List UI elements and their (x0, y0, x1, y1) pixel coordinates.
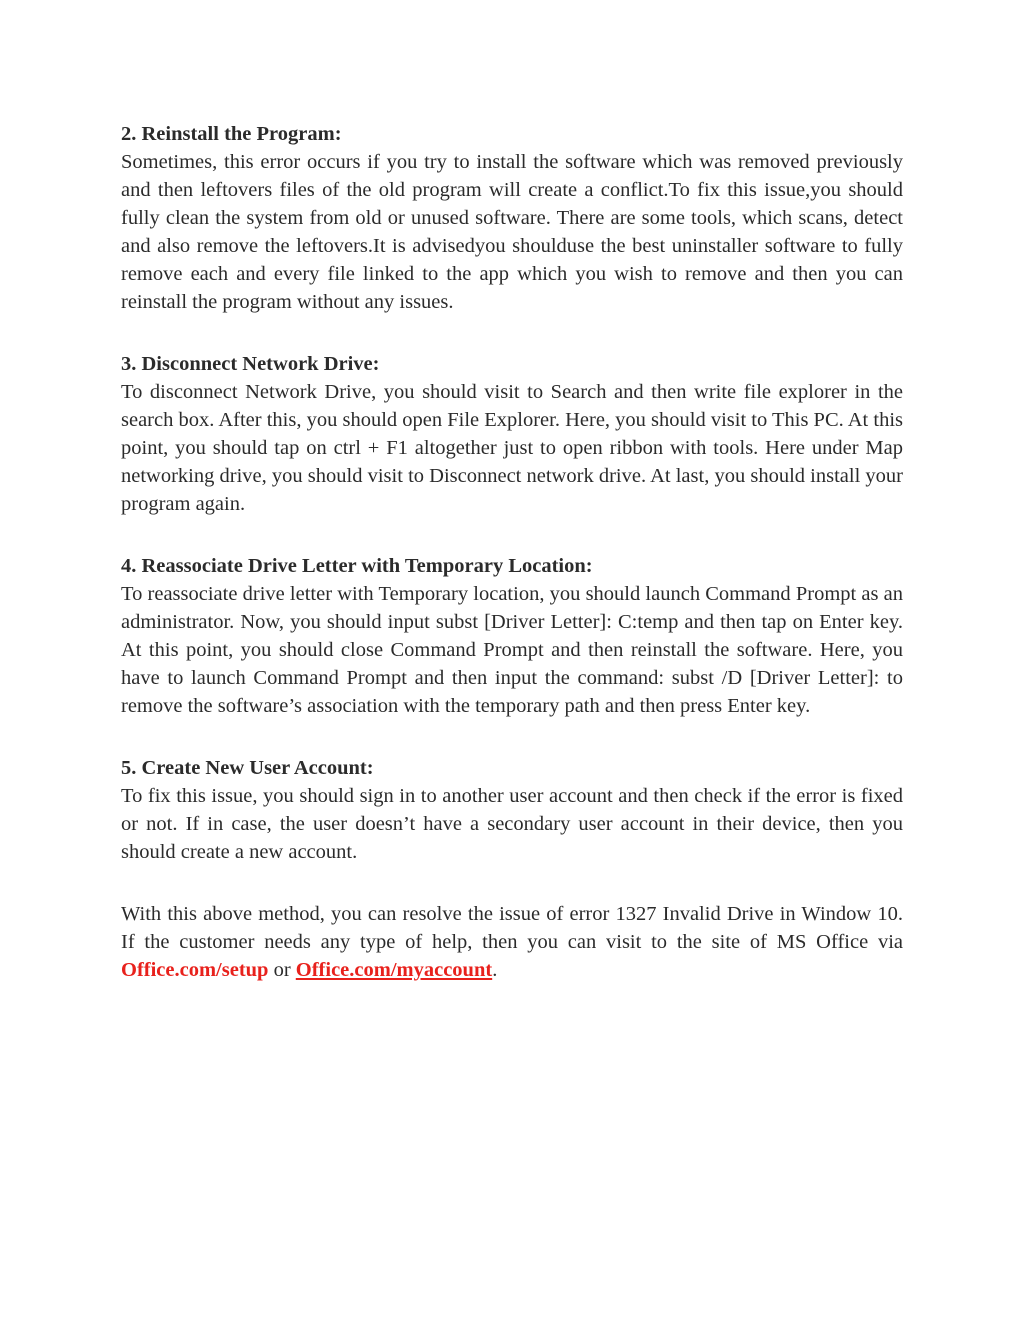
closing-paragraph (121, 900, 903, 984)
section-heading: 2. Reinstall the Program: (121, 123, 342, 145)
section-body: Sometimes, this error occurs if you try to install the software which was removed previously and then leftovers files of the old program will create a conflict.To fix this issue,you should fully clean the system from old or unused software. There are some tools, which scans, detect and also remove the leftovers.It is advisedyou shoulduse the best uninstaller software to fully remove each and every file linked to the app which you wish to remove and then you can reinstall the program without any issues. (121, 151, 903, 313)
section-heading: 5. Create New User Account: (121, 757, 374, 779)
office-setup-link[interactable]: Office.com/setup (121, 959, 269, 981)
section-body: To disconnect Network Drive, you should visit to Search and then write file explorer in the search box. After this, you should open File Explorer. Here, you should visit to This PC. At this point, you should tap on ctrl + F1 altogether just to open ribbon with tools. Here under Map networking drive, you should visit to Disconnect network drive. At last, you should install your program again. (121, 381, 903, 515)
section-reinstall-program (121, 120, 903, 316)
closing-text-after: . (492, 959, 498, 981)
section-create-user-account (121, 754, 903, 866)
closing-text-before: With this above method, you can resolve the issue of error 1327 Invalid Drive in Window 10. If the customer needs any type of help, then you can visit to the site of MS Office via (121, 903, 903, 953)
section-body: To fix this issue, you should sign in to another user account and then check if the error is fixed or not. If in case, the user doesn’t have a secondary user account in their device, then you should create a new account. (121, 785, 903, 863)
document-page (121, 120, 903, 1018)
closing-text-between: or (268, 959, 296, 981)
closing-text (121, 900, 903, 984)
office-myaccount-link[interactable]: Office.com/myaccount (295, 959, 493, 981)
section-heading: 4. Reassociate Drive Letter with Temporary Location: (121, 555, 593, 577)
section-reassociate-drive-letter (121, 552, 903, 720)
section-heading: 3. Disconnect Network Drive: (121, 353, 380, 375)
section-disconnect-network-drive (121, 350, 903, 518)
section-body: To reassociate drive letter with Temporary location, you should launch Command Prompt as an administrator. Now, you should input subst [Driver Letter]: C:temp and then tap on Enter key. At this point, you should close Command Prompt and then reinstall the software. Here, you have to launch Command Prompt and then input the command: subst /D [Driver Letter]: to remove the software’s association with the temporary path and then press Enter key. (121, 583, 903, 717)
